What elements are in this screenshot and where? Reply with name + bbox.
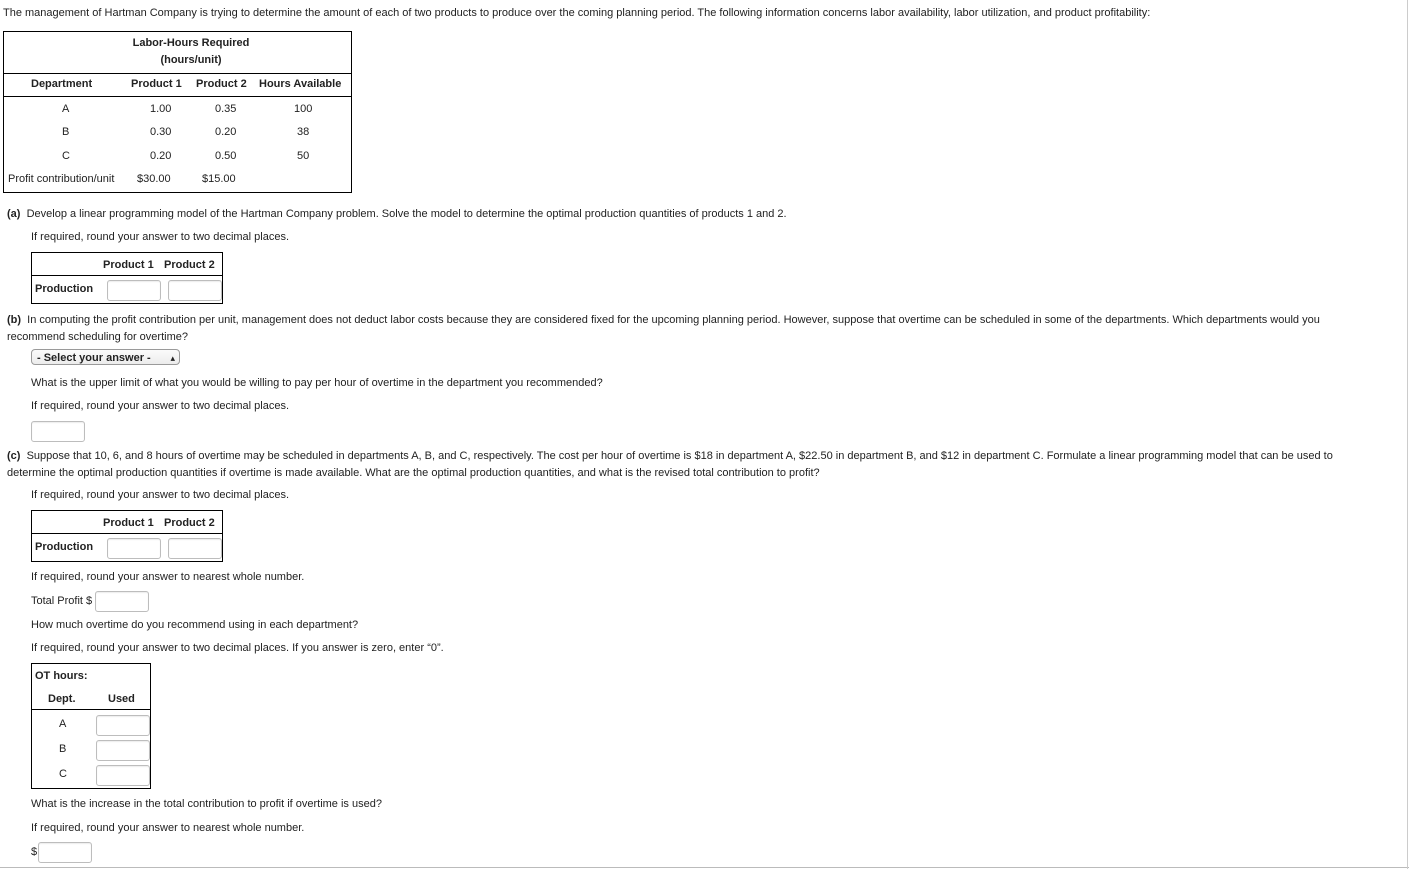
part-a-col-p2: Product 2: [164, 259, 215, 271]
table-rule: [32, 275, 222, 276]
part-c-label: (c): [7, 450, 21, 462]
part-a-production-table: [31, 252, 223, 304]
part-a-product-2-input[interactable]: [168, 280, 222, 301]
ot-dept-b: B: [59, 743, 67, 755]
col-product-2: Product 2: [196, 78, 247, 90]
total-profit-label: Total Profit $: [31, 595, 93, 607]
row-b-p2: 0.20: [215, 126, 237, 138]
part-c-product-1-input[interactable]: [107, 538, 161, 559]
part-a-col-p1: Product 1: [103, 259, 154, 271]
part-a-row-label: Production: [35, 283, 94, 295]
ot-col-used: Used: [108, 693, 135, 705]
row-a-p2: 0.35: [215, 103, 237, 115]
table-rule: [4, 73, 351, 74]
part-c-product-2-input[interactable]: [168, 538, 222, 559]
row-c-p2: 0.50: [215, 150, 237, 162]
ot-hours-title: OT hours:: [35, 670, 88, 682]
increase-input[interactable]: [38, 842, 92, 863]
part-a-text: Develop a linear programming model of the Hartman Company problem. Solve the model to determine the optimal production quantities of products 1 and 2.: [26, 208, 787, 220]
profit-p1: $30.00: [137, 173, 171, 185]
increase-question: What is the increase in the total contribution to profit if overtime is used?: [31, 798, 382, 810]
part-a-round-note: If required, round your answer to two decimal places.: [31, 231, 290, 243]
table-rule: [32, 533, 222, 534]
table-rule: [32, 709, 150, 710]
overtime-department-select[interactable]: [31, 349, 180, 365]
row-a-p1: 1.00: [150, 103, 172, 115]
part-c-round-whole-note: If required, round your answer to nearest whole number.: [31, 571, 305, 583]
row-b-dept: B: [62, 126, 70, 138]
ot-hours-table: [31, 663, 151, 789]
right-divider: [1407, 0, 1408, 869]
header-hours-unit: (hours/unit): [160, 54, 222, 66]
intro-text: The management of Hartman Company is trying to determine the amount of each of two products to produce over the coming planning period. The following information concerns labor availability, labor utilization, and product profitability:: [3, 7, 1151, 19]
part-b-question: [7, 312, 1377, 346]
row-c-p1: 0.20: [150, 150, 172, 162]
row-a-dept: A: [62, 103, 70, 115]
part-c-col-p2: Product 2: [164, 517, 215, 529]
part-b-label: (b): [7, 314, 22, 326]
part-c-production-table: [31, 510, 223, 562]
col-product-1: Product 1: [131, 78, 182, 90]
part-a-product-1-input[interactable]: [107, 280, 161, 301]
ot-col-dept: Dept.: [48, 693, 76, 705]
part-a-question: [7, 208, 787, 220]
part-a-label: (a): [7, 208, 21, 220]
row-c-hours: 50: [297, 150, 310, 162]
part-c-question: [7, 448, 1377, 482]
col-hours-available: Hours Available: [259, 78, 342, 90]
bottom-divider: [0, 867, 1409, 868]
ot-dept-c: C: [59, 768, 67, 780]
ot-used-b-input[interactable]: [96, 740, 150, 761]
ot-dept-a: A: [59, 718, 67, 730]
total-profit-input[interactable]: [95, 591, 149, 612]
overtime-question: How much overtime do you recommend using in each department?: [31, 619, 359, 631]
col-department: Department: [31, 78, 93, 90]
overtime-price-input[interactable]: [31, 421, 85, 442]
part-b-round-note: If required, round your answer to two decimal places.: [31, 400, 290, 412]
profit-label: Profit contribution/unit: [8, 173, 115, 185]
part-c-row-label: Production: [35, 541, 94, 553]
overtime-round-note: If required, round your answer to two decimal places. If you answer is zero, enter “0”.: [31, 642, 444, 654]
part-b-text: In computing the profit contribution per unit, management does not deduct labor costs because they are considered fixed for the upcoming planning period. However, suppose that overtime can be scheduled in some of the departments. Which departments would you recommend scheduling for overtime?: [7, 314, 1320, 343]
part-c-col-p1: Product 1: [103, 517, 154, 529]
part-c-round-note: If required, round your answer to two decimal places.: [31, 489, 290, 501]
row-a-hours: 100: [294, 103, 313, 115]
ot-used-a-input[interactable]: [96, 715, 150, 736]
ot-used-c-input[interactable]: [96, 765, 150, 786]
table-rule: [4, 96, 351, 97]
header-labor-hours: Labor-Hours Required: [132, 37, 250, 49]
increase-dollar-sign: $: [31, 846, 38, 858]
labor-info-table: [3, 31, 352, 193]
increase-round-note: If required, round your answer to nearest whole number.: [31, 822, 305, 834]
part-c-text: Suppose that 10, 6, and 8 hours of overtime may be scheduled in departments A, B, and C, respectively. The cost per hour of overtime is $18 in department A, $22.50 in department B, and $12 in department C. Formulate a linear programming model that can be used to determine the optimal production quantities if overtime is made available. What are the optimal production quantities, and what is the revised total contribution to profit?: [7, 450, 1333, 479]
row-b-hours: 38: [297, 126, 310, 138]
row-c-dept: C: [62, 150, 70, 162]
profit-p2: $15.00: [202, 173, 236, 185]
select-value: - Select your answer -: [37, 352, 151, 364]
part-b-upper-limit-question: What is the upper limit of what you would be willing to pay per hour of overtime in the department you recommended?: [31, 377, 603, 389]
select-arrows-icon: ▴: [170, 353, 175, 363]
row-b-p1: 0.30: [150, 126, 172, 138]
